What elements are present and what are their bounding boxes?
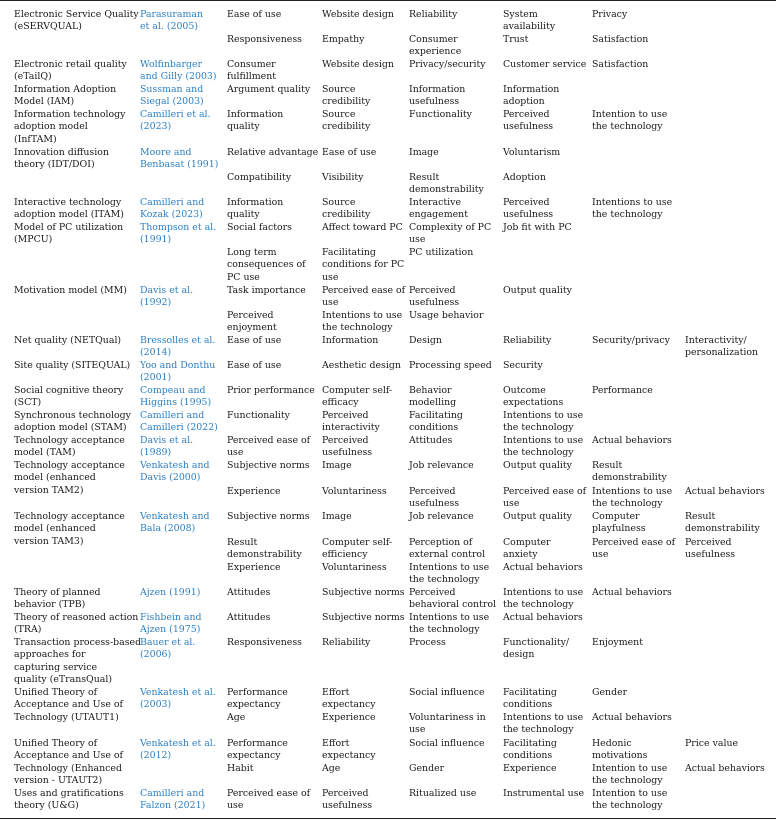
reference-link[interactable]: Parasuraman et al. (2005) xyxy=(140,9,203,33)
construct-cell: Image xyxy=(322,511,352,522)
construct-cell: Intentions to use the technology xyxy=(592,197,673,221)
model-name-cell: Information technology adoption model (InfTAM) xyxy=(14,109,126,145)
model-name-cell: Electronic retail quality (eTailQ) xyxy=(14,59,127,83)
construct-cell: Perceived usefulness xyxy=(322,788,373,812)
construct-cell: Effort expectancy Age xyxy=(322,738,376,774)
construct-cell: Social factors xyxy=(227,222,292,233)
construct-cell: Performance expectancy Age xyxy=(227,687,288,723)
construct-cell: Reliability xyxy=(409,9,458,20)
reference-link[interactable]: Camilleri and Kozak (2023) xyxy=(140,197,205,221)
model-name-cell: Interactive technology adoption model (ITAM) xyxy=(14,197,124,221)
reference-link[interactable]: Camilleri et al. (2023) xyxy=(140,109,211,133)
reference-link[interactable]: Compeau and Higgins (1995) xyxy=(140,385,212,409)
model-name-cell: Synchronous technology adoption model (STAM) xyxy=(14,410,131,434)
construct-cell: Perceived ease of use xyxy=(227,788,311,812)
construct-cell: Privacy xyxy=(592,9,628,20)
construct-cell: Ease of use xyxy=(227,335,282,346)
construct-cell: Interactive engagement xyxy=(409,197,468,221)
construct-cell: Satisfaction xyxy=(592,34,649,45)
construct-cell: Source credibility xyxy=(322,84,371,108)
construct-cell: Interactivity/ personalization xyxy=(685,335,759,359)
construct-cell: Subjective norms xyxy=(322,612,405,623)
construct-cell: Information quality xyxy=(227,197,284,221)
reference-link[interactable]: Fishbein and Ajzen (1975) xyxy=(140,612,202,636)
construct-cell: Reliability xyxy=(503,335,552,346)
construct-cell: Result demonstrability Experience xyxy=(227,537,302,573)
reference-link[interactable]: Moore and Benbasat (1991) xyxy=(140,147,219,171)
construct-cell: Website design xyxy=(322,59,394,70)
construct-cell: System availability xyxy=(503,9,556,33)
construct-cell: Intentions to use the technology xyxy=(503,410,584,434)
construct-cell: Perceived enjoyment xyxy=(227,310,277,334)
construct-cell: Job relevance xyxy=(409,511,474,522)
construct-cell: Perceived ease of use xyxy=(322,285,406,309)
construct-cell: Voluntarism xyxy=(503,147,561,158)
construct-cell: Subjective norms xyxy=(227,460,310,471)
construct-cell: Satisfaction xyxy=(592,59,649,70)
reference-link[interactable]: Bauer et al. (2006) xyxy=(140,637,196,661)
construct-cell: Facilitating conditions xyxy=(409,410,463,434)
construct-cell: Job fit with PC xyxy=(503,222,572,233)
model-name-cell: Unified Theory of Acceptance and Use of Technology (UTAUT1) xyxy=(14,687,123,723)
construct-cell: Attitudes xyxy=(227,587,271,598)
reference-link[interactable]: Venkatesh and Davis (2000) xyxy=(140,460,210,484)
construct-cell: Perceived ease of use xyxy=(503,486,587,510)
reference-link[interactable]: Venkatesh et al. (2012) xyxy=(140,738,216,762)
construct-cell: Information adoption xyxy=(503,84,560,108)
construct-cell: Hedonic motivations Intention to use the technology xyxy=(592,738,668,787)
construct-cell: Intentions to use the technology xyxy=(592,486,673,510)
construct-cell: Task importance xyxy=(227,285,306,296)
construct-cell: Prior performance xyxy=(227,385,315,396)
construct-cell: Performance expectancy Habit xyxy=(227,738,288,774)
reference-link[interactable]: Davis et al. (1992) xyxy=(140,285,194,309)
model-name-cell: Technology acceptance model (enhanced version TAM3) xyxy=(14,511,125,547)
construct-cell: Customer service xyxy=(503,59,587,70)
reference-link[interactable]: Camilleri and Falzon (2021) xyxy=(140,788,206,812)
construct-cell: Functionality/ design xyxy=(503,637,570,661)
construct-cell: Adoption xyxy=(503,172,546,183)
construct-cell: Process xyxy=(409,637,446,648)
model-name-cell: Electronic Service Quality (eSERVQUAL) xyxy=(14,9,139,33)
reference-link[interactable]: Sussman and Siegal (2003) xyxy=(140,84,204,108)
construct-cell: Usage behavior xyxy=(409,310,484,321)
construct-cell: Aesthetic design xyxy=(322,360,401,371)
reference-link[interactable]: Wolfinbarger and Gilly (2003) xyxy=(140,59,217,83)
construct-cell: Social influence Voluntariness in use xyxy=(409,687,486,736)
construct-cell: Intentions to use the technology xyxy=(503,587,584,611)
construct-cell: Argument quality xyxy=(227,84,311,95)
construct-cell: Actual behaviors xyxy=(503,612,583,623)
construct-cell: Price value Actual behaviors xyxy=(685,738,765,774)
construct-cell: Output quality xyxy=(503,460,572,471)
construct-cell: Ease of use xyxy=(227,9,282,20)
construct-cell: Ease of use xyxy=(322,147,377,158)
construct-cell: Security/privacy xyxy=(592,335,670,346)
construct-cell: Perceived usefulness xyxy=(503,109,554,133)
construct-cell: Computer self- efficacy xyxy=(322,385,393,409)
construct-cell: Reliability xyxy=(322,637,371,648)
model-name-cell: Innovation diffusion theory (IDT/DOI) xyxy=(14,147,109,171)
construct-cell: Affect toward PC xyxy=(322,222,403,233)
reference-link[interactable]: Yoo and Donthu (2001) xyxy=(140,360,216,384)
construct-cell: Facilitating conditions Experience xyxy=(503,738,557,774)
construct-cell: Subjective norms xyxy=(322,587,405,598)
construct-cell: Website design xyxy=(322,9,394,20)
construct-cell: Functionality xyxy=(227,410,290,421)
construct-cell: Privacy/security xyxy=(409,59,486,70)
reference-link[interactable]: Thompson et al. (1991) xyxy=(140,222,217,246)
reference-link[interactable]: Bressolles et al. (2014) xyxy=(140,335,216,359)
construct-cell: Subjective norms xyxy=(227,511,310,522)
construct-cell: Visibility xyxy=(322,172,364,183)
model-name-cell: Information Adoption Model (IAM) xyxy=(14,84,117,108)
construct-cell: PC utilization xyxy=(409,247,474,258)
construct-cell: Source credibility xyxy=(322,197,371,221)
construct-cell: Intention to use the technology xyxy=(592,788,668,812)
construct-cell: Behavior modelling xyxy=(409,385,457,409)
construct-cell: Actual behaviors xyxy=(685,486,765,497)
model-name-cell: Site quality (SITEQUAL) xyxy=(14,360,131,371)
construct-cell: Social influence Gender xyxy=(409,738,485,774)
construct-cell: Design xyxy=(409,335,442,346)
model-name-cell: Theory of reasoned action (TRA) xyxy=(14,612,139,636)
construct-cell: Security xyxy=(503,360,543,371)
construct-cell: Experience xyxy=(227,486,281,497)
construct-cell: Actual behaviors xyxy=(592,587,672,598)
model-name-cell: Technology acceptance model (TAM) xyxy=(14,435,125,459)
construct-cell: Perceived ease of use xyxy=(592,537,676,561)
model-name-cell: Uses and gratifications theory (U&G) xyxy=(14,788,124,812)
model-name-cell: Technology acceptance model (enhanced version TAM2) xyxy=(14,460,125,496)
construct-cell: Output quality xyxy=(503,511,572,522)
construct-cell: Attitudes xyxy=(409,435,453,446)
table-top-rule xyxy=(0,0,776,1)
construct-cell: Intentions to use the technology xyxy=(503,435,584,459)
model-name-cell: Net quality (NETQual) xyxy=(14,335,122,346)
construct-cell: Intention to use the technology xyxy=(592,109,668,133)
construct-cell: Information xyxy=(322,335,379,346)
construct-cell: Facilitating conditions Intentions to use the technology xyxy=(503,687,584,736)
construct-cell: Ease of use xyxy=(227,360,282,371)
table-bottom-rule xyxy=(0,818,776,819)
model-name-cell: Unified Theory of Acceptance and Use of Technology (Enhanced version - UTAUT2) xyxy=(14,738,123,787)
construct-cell: Empathy xyxy=(322,34,365,45)
construct-cell: Information usefulness xyxy=(409,84,466,108)
construct-cell: Perceived behavioral control xyxy=(409,587,496,611)
construct-cell: Perception of external control Intentions to use the technology xyxy=(409,537,490,586)
construct-cell: Result demonstrability xyxy=(409,172,484,196)
construct-cell: Compatibility xyxy=(227,172,292,183)
construct-cell: Actual behaviors xyxy=(592,435,672,446)
construct-cell: Image xyxy=(409,147,439,158)
construct-cell: Effort expectancy Experience xyxy=(322,687,376,723)
construct-cell: Responsiveness xyxy=(227,34,302,45)
reference-link[interactable]: Venkatesh et al. (2003) xyxy=(140,687,216,711)
construct-cell: Information quality xyxy=(227,109,284,133)
construct-cell: Instrumental use xyxy=(503,788,585,799)
construct-cell: Voluntariness xyxy=(322,486,387,497)
construct-cell: Outcome expectations xyxy=(503,385,564,409)
construct-cell: Job relevance xyxy=(409,460,474,471)
construct-cell: Perceived usefulness xyxy=(503,197,554,221)
construct-cell: Perceived usefulness xyxy=(685,537,736,561)
construct-cell: Performance xyxy=(592,385,653,396)
construct-cell: Computer playfulness xyxy=(592,511,646,535)
construct-cell: Output quality xyxy=(503,285,572,296)
construct-cell: Trust xyxy=(503,34,529,45)
construct-cell: Computer anxiety Actual behaviors xyxy=(503,537,583,573)
construct-cell: Attitudes xyxy=(227,612,271,623)
construct-cell: Ritualized use xyxy=(409,788,477,799)
model-name-cell: Model of PC utilization (MPCU) xyxy=(14,222,124,246)
construct-cell: Facilitating conditions for PC use xyxy=(322,247,405,283)
construct-cell: Image xyxy=(322,460,352,471)
reference-link[interactable]: Davis et al. (1989) xyxy=(140,435,194,459)
construct-cell: Enjoyment xyxy=(592,637,643,648)
construct-cell: Complexity of PC use xyxy=(409,222,492,246)
reference-link[interactable]: Camilleri and Camilleri (2022) xyxy=(140,410,218,434)
construct-cell: Relative advantage xyxy=(227,147,319,158)
model-name-cell: Theory of planned behavior (TPB) xyxy=(14,587,101,611)
construct-cell: Long term consequences of PC use xyxy=(227,247,306,283)
construct-cell: Result demonstrability xyxy=(685,511,760,535)
construct-cell: Consumer experience xyxy=(409,34,462,58)
construct-cell: Gender Actual behaviors xyxy=(592,687,672,723)
model-name-cell: Transaction process-based approaches for capturing service quality (eTransQual) xyxy=(14,637,142,686)
model-name-cell: Motivation model (MM) xyxy=(14,285,127,296)
construct-cell: Computer self- efficiency Voluntariness xyxy=(322,537,393,573)
reference-link[interactable]: Ajzen (1991) xyxy=(140,587,201,598)
construct-cell: Perceived usefulness xyxy=(409,486,460,510)
reference-link[interactable]: Venkatesh and Bala (2008) xyxy=(140,511,210,535)
construct-cell: Intentions to use the technology xyxy=(409,612,490,636)
construct-cell: Result demonstrability xyxy=(592,460,667,484)
construct-cell: Perceived ease of use xyxy=(227,435,311,459)
construct-cell: Perceived interactivity xyxy=(322,410,380,434)
construct-cell: Perceived usefulness xyxy=(409,285,460,309)
construct-cell: Intentions to use the technology xyxy=(322,310,403,334)
construct-cell: Source credibility xyxy=(322,109,371,133)
construct-cell: Perceived usefulness xyxy=(322,435,373,459)
construct-cell: Processing speed xyxy=(409,360,492,371)
model-name-cell: Social cognitive theory (SCT) xyxy=(14,385,124,409)
construct-cell: Responsiveness xyxy=(227,637,302,648)
construct-cell: Consumer fulfillment xyxy=(227,59,276,83)
construct-cell: Functionality xyxy=(409,109,472,120)
